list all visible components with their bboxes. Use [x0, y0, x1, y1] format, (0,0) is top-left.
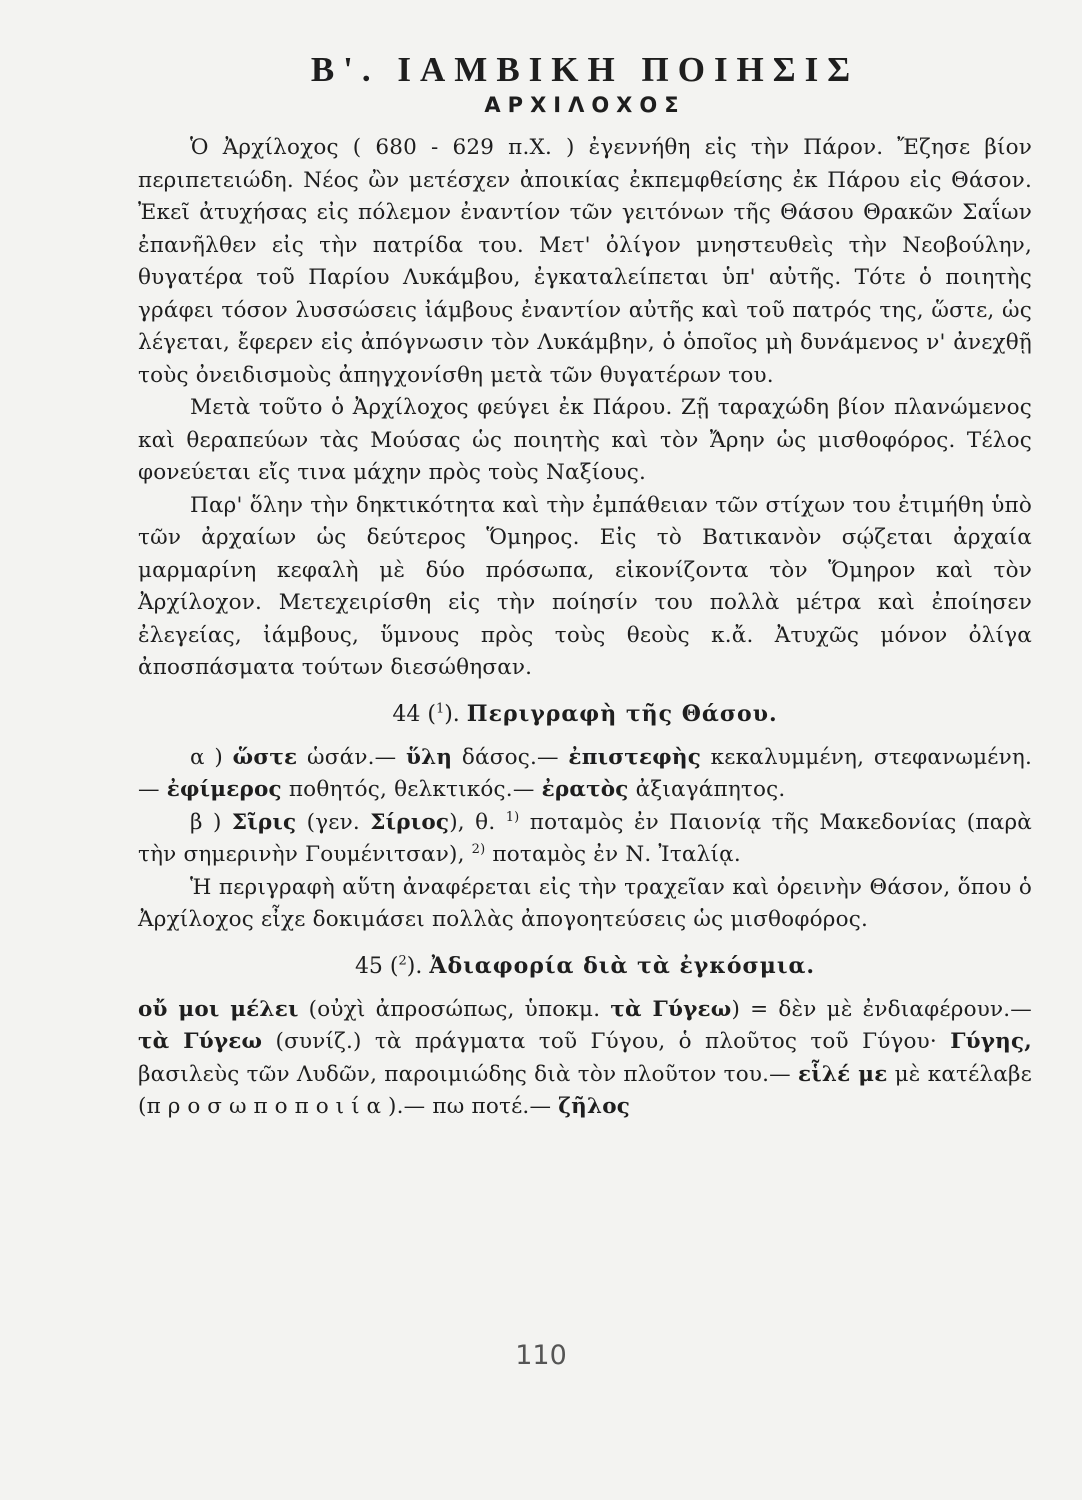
- section-44-heading: 44 ($^1$). Περιγραφὴ τῆς Θάσου.: [392, 700, 778, 727]
- section-45-title: Ἀδιαφορία διὰ τὰ ἐγκόσμια.: [429, 952, 816, 979]
- intro-paragraph-2: Μετὰ τοῦτο ὁ Ἀρχίλοχος φεύγει ἐκ Πάρου. Ζῇ ταραχώδη βίον πλανώμενος καὶ θεραπεύων τὰς Μούσας ὡς ποιητὴς καὶ τὸν Ἄρην ὡς μισθοφόρος. Τέλος φονεύεται εἴς τινα μάχην πρὸς τοὺς Ναξίους.: [138, 395, 1032, 485]
- chapter-title: Β'. ΙΑΜΒΙΚΗ ΠΟΙΗΣΙΣ: [310, 50, 860, 89]
- author-heading: ΑΡΧΙΛΟΧΟΣ: [484, 93, 686, 117]
- section-45-heading: 45 ($^2$). Ἀδιαφορία διὰ τὰ ἐγκόσμια.: [354, 952, 816, 979]
- section-44-gloss-b: β ) Σῖρις (γεν. Σίριος), θ. $^{1)}$ ποταμὸς ἐν Παιονίᾳ τῆς Μακεδονίας (παρὰ τὴν σημερινὴν Γουμένιτσαν), $^{2)}$ ποταμὸς ἐν Ν. Ἰταλίᾳ.: [138, 809, 1033, 867]
- intro-paragraph-1: Ὁ Ἀρχίλοχος ( 680 - 629 π.Χ. ) ἐγεννήθη εἰς τὴν Πάρον. Ἔζησε βίον περιπετειώδη. Νέος ὢν μετέσχεν ἀποικίας ἐκπεμφθείσης ἐκ Πάρου εἰς Θάσον. Ἐκεῖ ἀτυχήσας εἰς πόλεμον ἐναντίον τῶν γειτόνων τῆς Θάσου Θρακῶν Σαΐων ἐπανῆλθεν εἰς τὴν πατρίδα του. Μετ' ὀλίγον μνηστευθεὶς τὴν Νεοβούλην, θυγατέρα τοῦ Παρίου Λυκάμβου, ἐγκαταλείπεται ὑπ' αὐτῆς. Τότε ὁ ποιητὴς γράφει τόσον λυσσώσεις ἰάμβους ἐναντίον αὐτῆς καὶ τοῦ πατρός της, ὥστε, ὡς λέγεται, ἔφερεν εἰς ἀπόγνωσιν τὸν Λυκάμβην, ὁ ὁποῖος μὴ δυνάμενος ν' ἀνεχθῇ τοὺς ὀνειδισμοὺς ἀπηγχονίσθη μετὰ τῶν θυγατέρων του.: [138, 135, 1032, 388]
- section-45-gloss: οὔ μοι μέλει (οὐχὶ ἀπροσώπως, ὑποκμ. τὰ Γύγεω) = δὲν μὲ ἐνδιαφέρουν.— τὰ Γύγεω (συνίζ.) τὰ πράγματα τοῦ Γύγου, ὁ πλοῦτος τοῦ Γύγου· Γύγης, βασιλεὺς τῶν Λυδῶν, παροιμιώδης διὰ τὸν πλοῦτον του.— εἷλέ με μὲ κατέλαβε (προσωποποιία).— πω ποτέ.— ζῆλος: [138, 996, 1032, 1119]
- intro-paragraph-3: Παρ' ὅλην τὴν δηκτικότητα καὶ τὴν ἐμπάθειαν τῶν στίχων του ἐτιμήθη ὑπὸ τῶν ἀρχαίων ὡς δεύτερος Ὅμηρος. Εἰς τὸ Βατικανὸν σῴζεται ἀρχαία μαρμαρίνη κεφαλὴ μὲ δύο πρόσωπα, εἰκονίζοντα τὸν Ὅμηρον καὶ τὸν Ἀρχίλοχον. Μετεχειρίσθη εἰς τὴν ποίησίν του πολλὰ μέτρα καὶ ἐποίησεν ἐλεγείας, ἰάμβους, ὕμνους πρὸς τοὺς θεοὺς κ.ἄ. Ἀτυχῶς μόνον ὀλίγα ἀποσπάσματα τούτων διεσώθησαν.: [138, 492, 1032, 680]
- section-44-comment: Ἡ περιγραφὴ αὕτη ἀναφέρεται εἰς τὴν τραχεῖαν καὶ ὀρεινὴν Θάσον, ὅπου ὁ Ἀρχίλοχος εἶχε δοκιμάσει πολλὰς ἀπογοητεύσεις ὡς μισθοφόρος.: [138, 874, 1032, 932]
- section-44-gloss-a: α ) ὥστε ὡσάν.— ὕλη δάσος.— ἐπιστεφὴς κεκαλυμμένη, στεφανωμένη.— ἐφίμερος ποθητός, θελκτικός.— ἐρατὸς ἀξιαγάπητος.: [138, 744, 1033, 802]
- section-44-title: Περιγραφὴ τῆς Θάσου.: [466, 700, 778, 727]
- page-number: 110: [515, 1340, 567, 1371]
- book-page: [138, 50, 1032, 1124]
